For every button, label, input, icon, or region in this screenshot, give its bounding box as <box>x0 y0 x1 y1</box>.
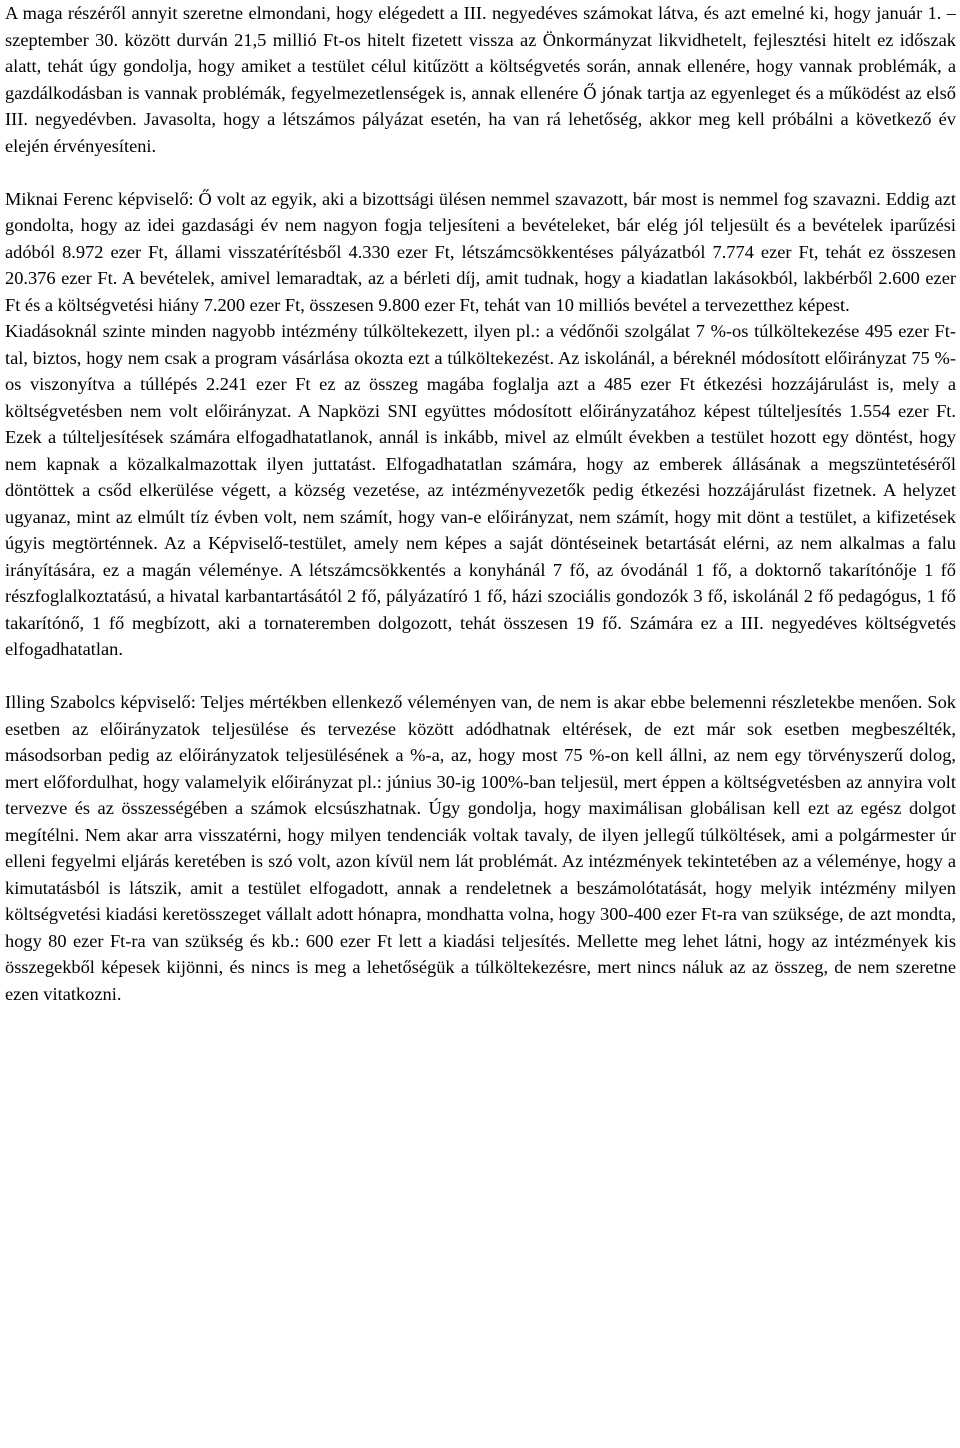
paragraph-miknai-ferenc: Miknai Ferenc képviselő: Ő volt az egyik, aki a bizottsági ülésen nemmel szavazott, bár most is nemmel fog szavazni. Eddig azt gondolta, hogy az idei gazdasági év nem nagyon fogja teljesíteni a bevételeket, bár elég jól teljesült és a bevételek iparűzési adóból 8.972 ezer Ft, állami visszatérítésből 4.330 ezer Ft, létszámcsökkentéses pályázatból 7.774 ezer Ft, tehát ez összesen 20.376 ezer Ft. A bevételek, amivel lemaradtak, az a bérleti díj, amit tudnak, hogy a kiadatlan lakásokból, lakbérből 2.600 ezer Ft és a költségvetési hiány 7.200 ezer Ft, összesen 9.800 ezer Ft, tehát van 10 milliós bevétel a tervezetthez képest. <box>5 188 956 315</box>
paragraph-intro-remarks: A maga részéről annyit szeretne elmondani, hogy elégedett a III. negyedéves számokat látva, és azt emelné ki, hogy január 1. – szeptember 30. között durván 21,5 millió Ft-os hitelt fizetett vissza az Önkormányzat likvidhetelt, fejlesztési hitelt ez időszak alatt, tehát úgy gondolja, hogy amiket a testület célul kitűzött a költségvetés során, annak ellenére, hogy vannak problémák, a gazdálkodásban is vannak problémák, fegyelmezetlenségek is, annak ellenére Ő jónak tartja az egyenleget és a működést az első III. negyedévben. Javasolta, hogy a létszámos pályázat esetén, ha van rá lehetőség, akkor meg kell próbálni a következő év elején érvényesíteni. <box>5 3 956 156</box>
paragraph-illing-szabolcs: Illing Szabolcs képviselő: Teljes mértékben ellenkező véleményen van, de nem is akar ebbe belemenni részletekbe menően. Sok esetben az előirányzatok teljesülése és tervezése között adódhatnak eltérések, de ezt már sok esetben megbeszélték, másodsorban pedig az előirányzatok teljesülésének a %-a, az, hogy most 75 %-on kell állni, az nem egy törvényszerű dolog, mert előfordulhat, hogy valamelyik előirányzat pl.: június 30-ig 100%-ban teljesül, mert éppen a költségvetésben az annyira volt tervezve és az összességében a számok elcsúszhatnak. Úgy gondolja, hogy maximálisan globálisan kell ezt az egész dolgot megítélni. Nem akar arra visszatérni, hogy milyen tendenciák voltak tavaly, de ilyen jellegű túlköltések, ami a polgármester úr elleni fegyelmi eljárás keretében is szó volt, azon kívül nem lát problémát. Az intézmények tekintetében az a véleménye, hogy a kimutatásból is látszik, amit a testület elfogadott, annak a rendeletnek a beszámolótatását, hogy melyik intézmény milyen költségvetési kiadási keretösszeget vállalt adott hónapra, mondhatta volna, hogy 300-400 ezer Ft-ra van szüksége, de azt mondta, hogy 80 ezer Ft-ra van szükség és kb.: 600 ezer Ft lett a kiadási teljesítés. Mellette meg lehet látni, hogy az intézmények kis összegekből képesek kijönni, és nincs is meg a lehetőségük a túlköltekezésre, mert nincs náluk az az összeg, de nem szeretne ezen vitatkozni. <box>5 692 956 1004</box>
paragraph-expenditures: Kiadásoknál szinte minden nagyobb intézmény túlköltekezett, ilyen pl.: a védőnői szolgálat 7 %-os túlköltekezése 495 ezer Ft-tal, biztos, hogy nem csak a program vásárlása okozta ezt a túlköltekezést. Az iskolánál, a béreknél módosított előirányzat 75 %-os viszonyítva a túllépés 2.241 ezer Ft ez az összeg magába foglalja azt a 485 ezer Ft étkezési hozzájárulást is, mely a költségvetésben nem volt előirányzat. A Napközi SNI együttes módosított előirányzatához képest túlteljesítés 1.554 ezer Ft. Ezek a túlteljesítések számára elfogadhatatlanok, annál is inkább, mivel az elmúlt években a testület hozott egy döntést, hogy nem kapnak a közalkalmazottak ilyen juttatást. Elfogadhatatlan számára, hogy az emberek állásának a megszüntetéséről döntöttek a csőd elkerülése végett, a község vezetése, az intézményvezetők pedig étkezési hozzájárulást fizetnek. A helyzet ugyanaz, mint az elmúlt tíz évben volt, nem számít, hogy van-e előirányzat, nem számít, hogy mit dönt a testület, a kifizetések úgyis megtörténnek. Az a Képviselő-testület, amely nem képes a saját döntéseinek betartását elérni, az nem alkalmas a falu irányítására, ez a magán véleménye. A létszámcsökkentés a konyhánál 7 fő, az óvodánál 1 fő, a doktornő takarítónője 1 fő részfoglalkoztatású, a hivatal karbantartásától 2 fő, pályázatíró 1 fő, házi szociális gondozók 3 fő, iskolánál 2 fő pedagógus, 1 fő takarítónő, 1 fő megbízott, aki a tornateremben dolgozott, tehát összesen 19 fő. Számára ez a III. negyedéves költségvetés elfogadhatatlan. <box>5 321 956 659</box>
